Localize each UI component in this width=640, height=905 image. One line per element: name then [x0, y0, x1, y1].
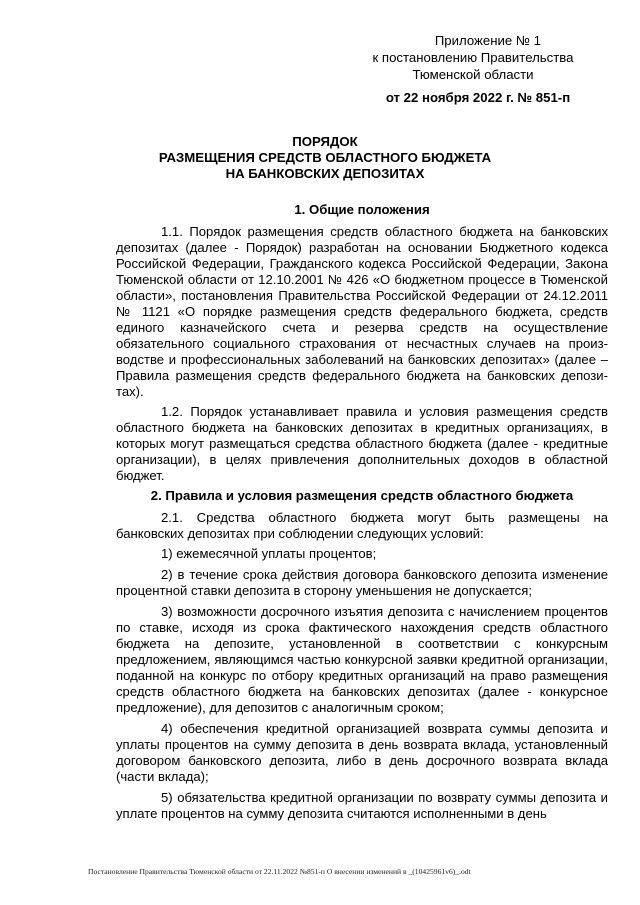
title-line-3: НА БАНКОВСКИХ ДЕПОЗИТАХ	[225, 166, 425, 181]
condition-2: 2) в течение срока действия договора банковского депозита изменение процентной ставки депозита в сторону уменьшения не допускается;	[116, 567, 608, 598]
condition-1: 1) ежемесячной уплаты процентов;	[161, 546, 377, 561]
appendix-region: Тюменской области	[412, 67, 534, 82]
appendix-decree-ref: к постановлению Правительства	[372, 50, 574, 65]
page-footer: Постановление Правительства Тюменской области от 22.11.2022 №851-п О внесении изменений в _(10425961v6)_.odt	[88, 867, 471, 876]
paragraph-1-1: 1.1. Порядок размещения средств областного бюджета на банковских депозитах (далее - Порядок) разработан на основании Бюджетного кодекса Российской Федерации, Гражданского кодекса Российской Федерации, Закона Тюменской области от 12.10.2001 № 426 «О бюджетном процессе в Тюменской области», постановления Правительства Российской Федерации от 24.12.2011 № 1121 «О порядке размещения средств федерального бюджета, средств единого казначейского счета и резерва средств на осуществление обязательного социального страхования от несчастных случаев на производстве и профессиональных заболеваний на банковских депозитах» (далее – Правила размещения средств федерального бюджета на банковских депозитах).	[116, 224, 608, 399]
appendix-number: Приложение № 1	[434, 33, 541, 48]
appendix-header	[353, 32, 593, 106]
document-title	[100, 134, 550, 182]
paragraph-1-2: 1.2. Порядок устанавливает правила и условия размещения средств областного бюджета на банковских депозитах в кредитных организациях, в которых могут размещаться средства областного бюджета (далее - кредитные организации), в целях привлечения дополнительных доходов в областной бюджет.	[116, 404, 608, 483]
section-2-heading: 2. Правила и условия размещения средств областного бюджета	[150, 488, 574, 503]
paragraph-2-1: 2.1. Средства областного бюджета могут быть размещены на банковских депозитах при соблюдении следующих условий:	[116, 510, 608, 541]
condition-3: 3) возможности досрочного изъятия депозита с начислением процентов по ставке, исходя из срока фактического нахождения средств областного бюджета на депозите, установленной в соответствии с конкурсным предложением, являющимся частью конкурсной заявки кредитной организации, поданной на конкурс по отбору кредитных организаций на право размещения средств областного бюджета на банковских депозитах (далее - конкурсное предложение), для депозитов с аналогичным сроком;	[116, 604, 608, 715]
title-line-1: ПОРЯДОК	[292, 134, 358, 149]
document-body	[116, 202, 608, 827]
condition-5: 5) обязательства кредитной организации по возврату суммы депозита и уплате процентов на сумму депозита считаются исполненными в день	[116, 790, 608, 821]
appendix-date-number: от 22 ноября 2022 г. № 851-п	[385, 90, 571, 105]
title-line-2: РАЗМЕЩЕНИЯ СРЕДСТВ ОБЛАСТНОГО БЮДЖЕТА	[158, 150, 492, 165]
condition-4: 4) обеспечения кредитной организацией возврата суммы депозита и уплаты процентов на сумму депозита в день возврата вклада, установленный договором банковского депозита, либо в день досрочного возврата вклада (части вклада);	[116, 721, 608, 784]
section-1-heading: 1. Общие положения	[294, 202, 430, 217]
